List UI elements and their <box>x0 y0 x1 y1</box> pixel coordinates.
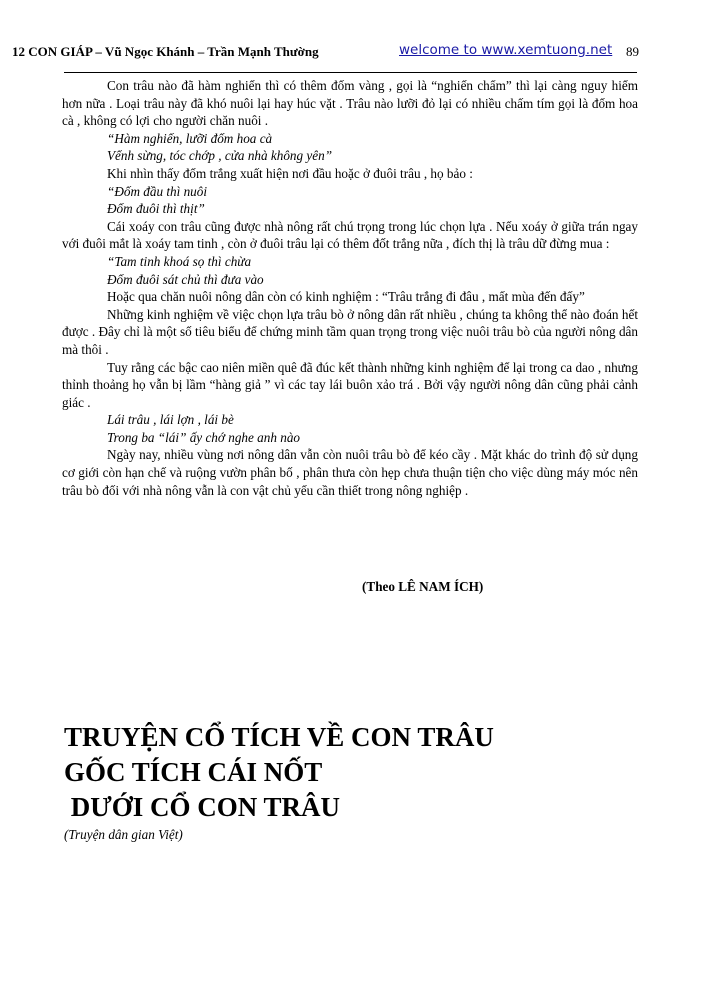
website-link[interactable]: welcome to www.xemtuong.net <box>399 42 613 58</box>
page-header <box>0 44 702 64</box>
source-credit: (Theo LÊ NAM ÍCH) <box>362 579 484 594</box>
story-subtitle: (Truyện dân gian Việt) <box>64 827 183 842</box>
paragraph: Hoặc qua chăn nuôi nông dân còn có kinh nghiệm : “Trâu trắng đi đâu , mất mùa đến đấy” <box>107 289 585 305</box>
story-title-line: GỐC TÍCH CÁI NỐT <box>64 757 323 787</box>
story-title-line: DƯỚI CỔ CON TRÂU <box>64 792 341 822</box>
verse-line: Trong ba “lái” ấy chớ nghe anh nào <box>107 429 301 445</box>
paragraph: Ngày nay, nhiều vùng nơi nông dân vẫn còn nuôi trâu bò để kéo cầy . Mặt khác do trình độ sử dụng cơ giới còn hạn chế và ruộng vườn phân bố , phân thưa còn hẹp chưa thuận tiện cho việc dùng máy móc nên trâu bò đối với nhà nông vẫn là con vật chủ yếu cần thiết trong nông nghiệp . <box>62 447 638 498</box>
paragraph: Con trâu nào đã hàm nghiến thì có thêm đốm vàng , gọi là “nghiến chẩm” thì lại càng nguy hiểm hơn nữa . Loại trâu này đã khó nuôi lại hay húc vặt . Trâu nào lưỡi đỏ lại có nhiều chấm tím gọi là đốm hoa cà , không có lợi cho người chăn nuôi . <box>62 78 638 129</box>
verse-line: Đốm đuôi sát chủ thì đưa vào <box>107 271 264 287</box>
verse-line: Đốm đuôi thì thịt” <box>107 201 205 217</box>
verse-line: “Hàm nghiến, lưỡi đốm hoa cà <box>107 130 273 146</box>
paragraph: Những kinh nghiệm về việc chọn lựa trâu bò ở nông dân rất nhiều , chúng ta không thể nào đoán hết được . Đây chỉ là một số tiêu biểu để chứng minh tầm quan trọng trong việc nuôi trâu bò của người nông dân mà thôi . <box>62 306 638 357</box>
paragraph: Tuy rằng các bậc cao niên miền quê đã đúc kết thành những kinh nghiệm để lại trong ca dao , nhưng thỉnh thoảng họ vẫn bị lầm “hàng giả ” vì các tay lái buôn xảo trá . Bởi vậy người nông dân cũng phải cảnh giác . <box>62 359 638 410</box>
verse-line: Lái trâu , lái lợn , lái bè <box>107 412 234 428</box>
story-title-line: TRUYỆN CỔ TÍCH VỀ CON TRÂU <box>64 722 494 752</box>
book-title-authors: 12 CON GIÁP – Vũ Ngọc Khánh – Trần Mạnh Thường <box>12 44 319 59</box>
article-body <box>62 77 638 499</box>
verse-line: Vểnh sừng, tóc chớp , cửa nhà không yên” <box>107 148 333 164</box>
verse-line: “Tam tinh khoá sọ thì chừa <box>107 253 252 269</box>
paragraph: Khi nhìn thấy đốm trắng xuất hiện nơi đầu hoặc ở đuôi trâu , họ bảo : <box>107 165 473 181</box>
paragraph: Cái xoáy con trâu cũng được nhà nông rất chú trọng trong lúc chọn lựa . Nếu xoáy ở giữa trán ngay với đuôi mắt là xoáy tam tinh , còn ở đuôi trâu lại có thêm đốt trắng nữa , đích thị là trâu dữ đừng mua : <box>62 218 638 252</box>
page-number: 89 <box>626 44 639 59</box>
header-divider <box>64 72 637 73</box>
story-heading <box>64 720 664 843</box>
verse-line: “Đốm đầu thì nuôi <box>107 183 208 199</box>
